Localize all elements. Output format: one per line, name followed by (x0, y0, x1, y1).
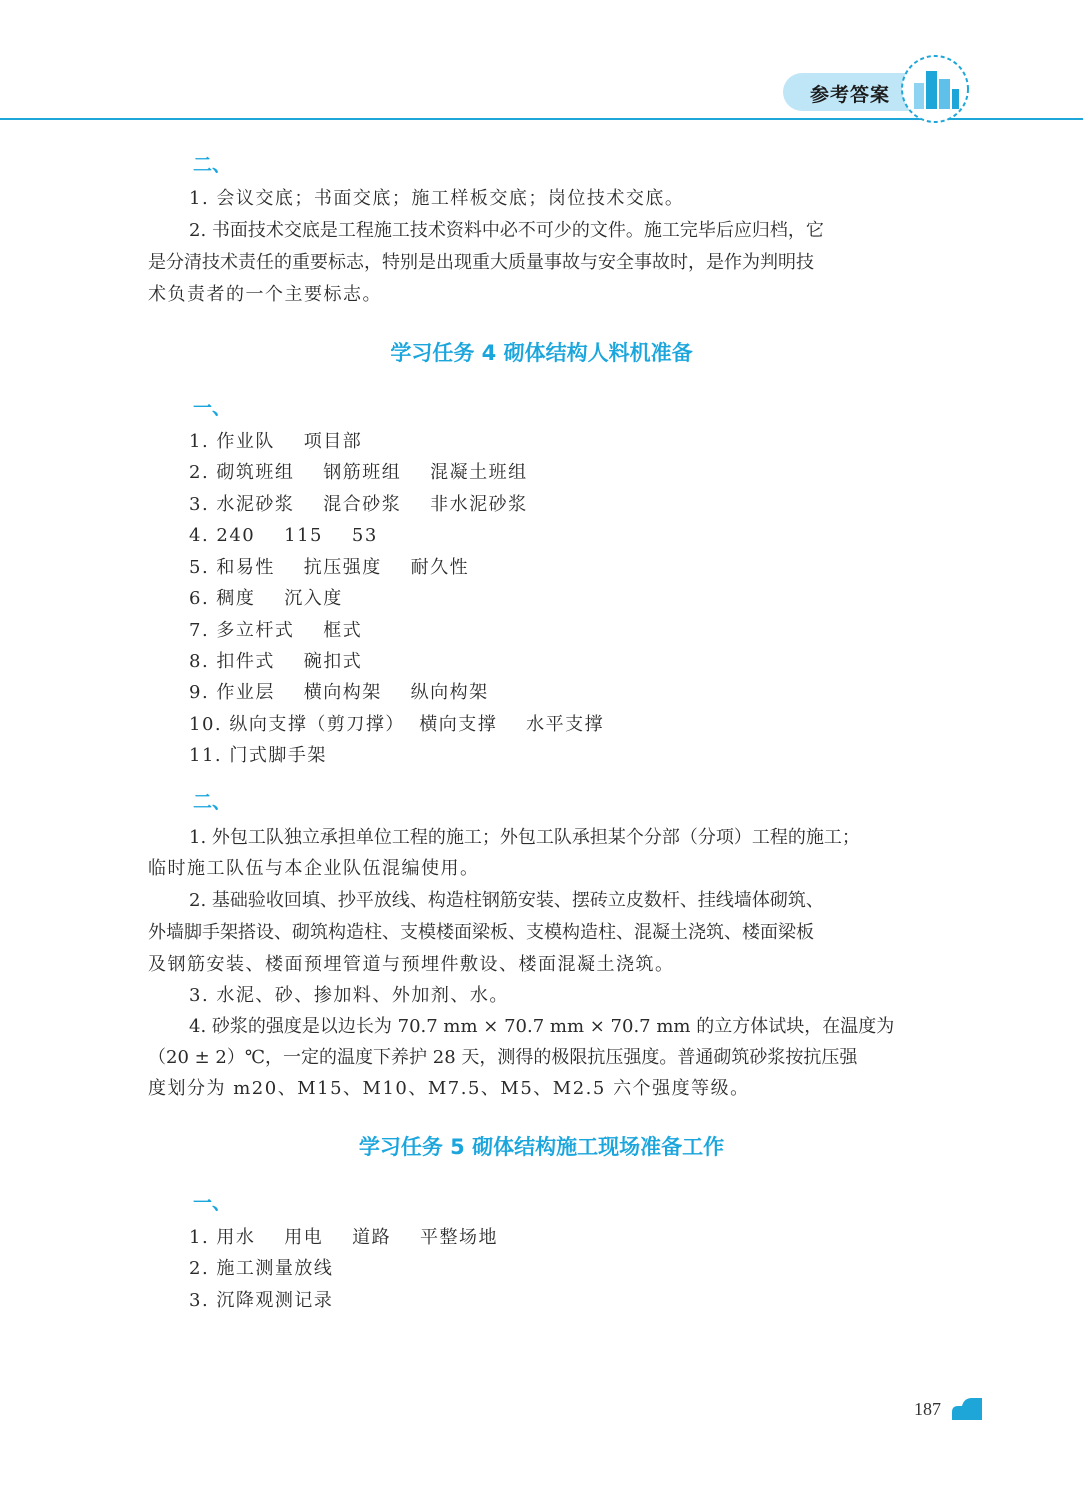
paragraph-line: 1. 会议交底；书面交底；施工样板交底；岗位技术交底。 (189, 188, 685, 209)
paragraph-line: （20 ± 2）℃，一定的温度下养护 28 天，测得的极限抗压强度。普通砌筑砂浆按抗压强 (148, 1047, 858, 1068)
answer-item: 3. 沉降观测记录 (189, 1290, 334, 1311)
section-label-one: 一、 (193, 397, 232, 419)
answer-item: 7. 多立杆式 框式 (189, 620, 363, 641)
paragraph-line: 2. 基础验收回填、抄平放线、构造柱钢筋安装、摆砖立皮数杆、挂线墙体砌筑、 (189, 890, 824, 911)
answer-item: 6. 稠度 沉入度 (189, 588, 343, 609)
paragraph-line: 术负责者的一个主要标志。 (148, 284, 382, 305)
paragraph-line: 度划分为 m20、M15、M10、M7.5、M5、M2.5 六个强度等级。 (148, 1078, 750, 1099)
answer-item: 8. 扣件式 碗扣式 (189, 651, 363, 672)
answer-item: 2. 施工测量放线 (189, 1258, 334, 1279)
answer-item: 1. 用水 用电 道路 平整场地 (189, 1227, 499, 1248)
answer-item: 11. 门式脚手架 (189, 745, 327, 766)
answer-item: 10. 纵向支撑（剪刀撑） 横向支撑 水平支撑 (189, 714, 605, 735)
paragraph-line: 1. 外包工队独立承担单位工程的施工；外包工队承担某个分部（分项）工程的施工； (189, 827, 860, 848)
answer-item: 2. 砌筑班组 钢筋班组 混凝土班组 (189, 462, 528, 483)
paragraph-line: 3. 水泥、砂、掺加料、外加剂、水。 (189, 985, 509, 1006)
page-number: 187 (914, 1399, 941, 1419)
paragraph-line: 临时施工队伍与本企业队伍混编使用。 (148, 858, 480, 879)
answer-item: 9. 作业层 横向构架 纵向构架 (189, 682, 489, 703)
paragraph-line: 是分清技术责任的重要标志，特别是出现重大质量事故与安全事故时，是作为判明技 (148, 252, 814, 273)
building-icon (900, 53, 970, 125)
answer-item: 3. 水泥砂浆 混合砂浆 非水泥砂浆 (189, 494, 528, 515)
answer-badge-label: 参考答案 (810, 84, 891, 106)
answer-item: 1. 作业队 项目部 (189, 431, 363, 452)
paragraph-line: 外墙脚手架搭设、砌筑构造柱、支模楼面梁板、支模构造柱、混凝土浇筑、楼面梁板 (148, 922, 814, 943)
paragraph-line: 及钢筋安装、楼面预埋管道与预埋件敷设、楼面混凝土浇筑。 (148, 954, 675, 975)
task-5-title: 学习任务 5 砌体结构施工现场准备工作 (358, 1135, 725, 1159)
page-tab-icon (952, 1398, 982, 1420)
section-label-two: 二、 (193, 791, 232, 813)
answer-item: 5. 和易性 抗压强度 耐久性 (189, 557, 470, 578)
answer-item: 4. 240 115 53 (189, 525, 378, 546)
paragraph-line: 4. 砂浆的强度是以边长为 70.7 mm × 70.7 mm × 70.7 mm 的立方体试块，在温度为 (189, 1016, 895, 1037)
section-label-two: 二、 (193, 154, 232, 176)
task-4-title: 学习任务 4 砌体结构人料机准备 (390, 341, 693, 365)
section-label-one: 一、 (193, 1192, 232, 1214)
paragraph-line: 2. 书面技术交底是工程施工技术资料中必不可少的文件。施工完毕后应归档，它 (189, 220, 824, 241)
